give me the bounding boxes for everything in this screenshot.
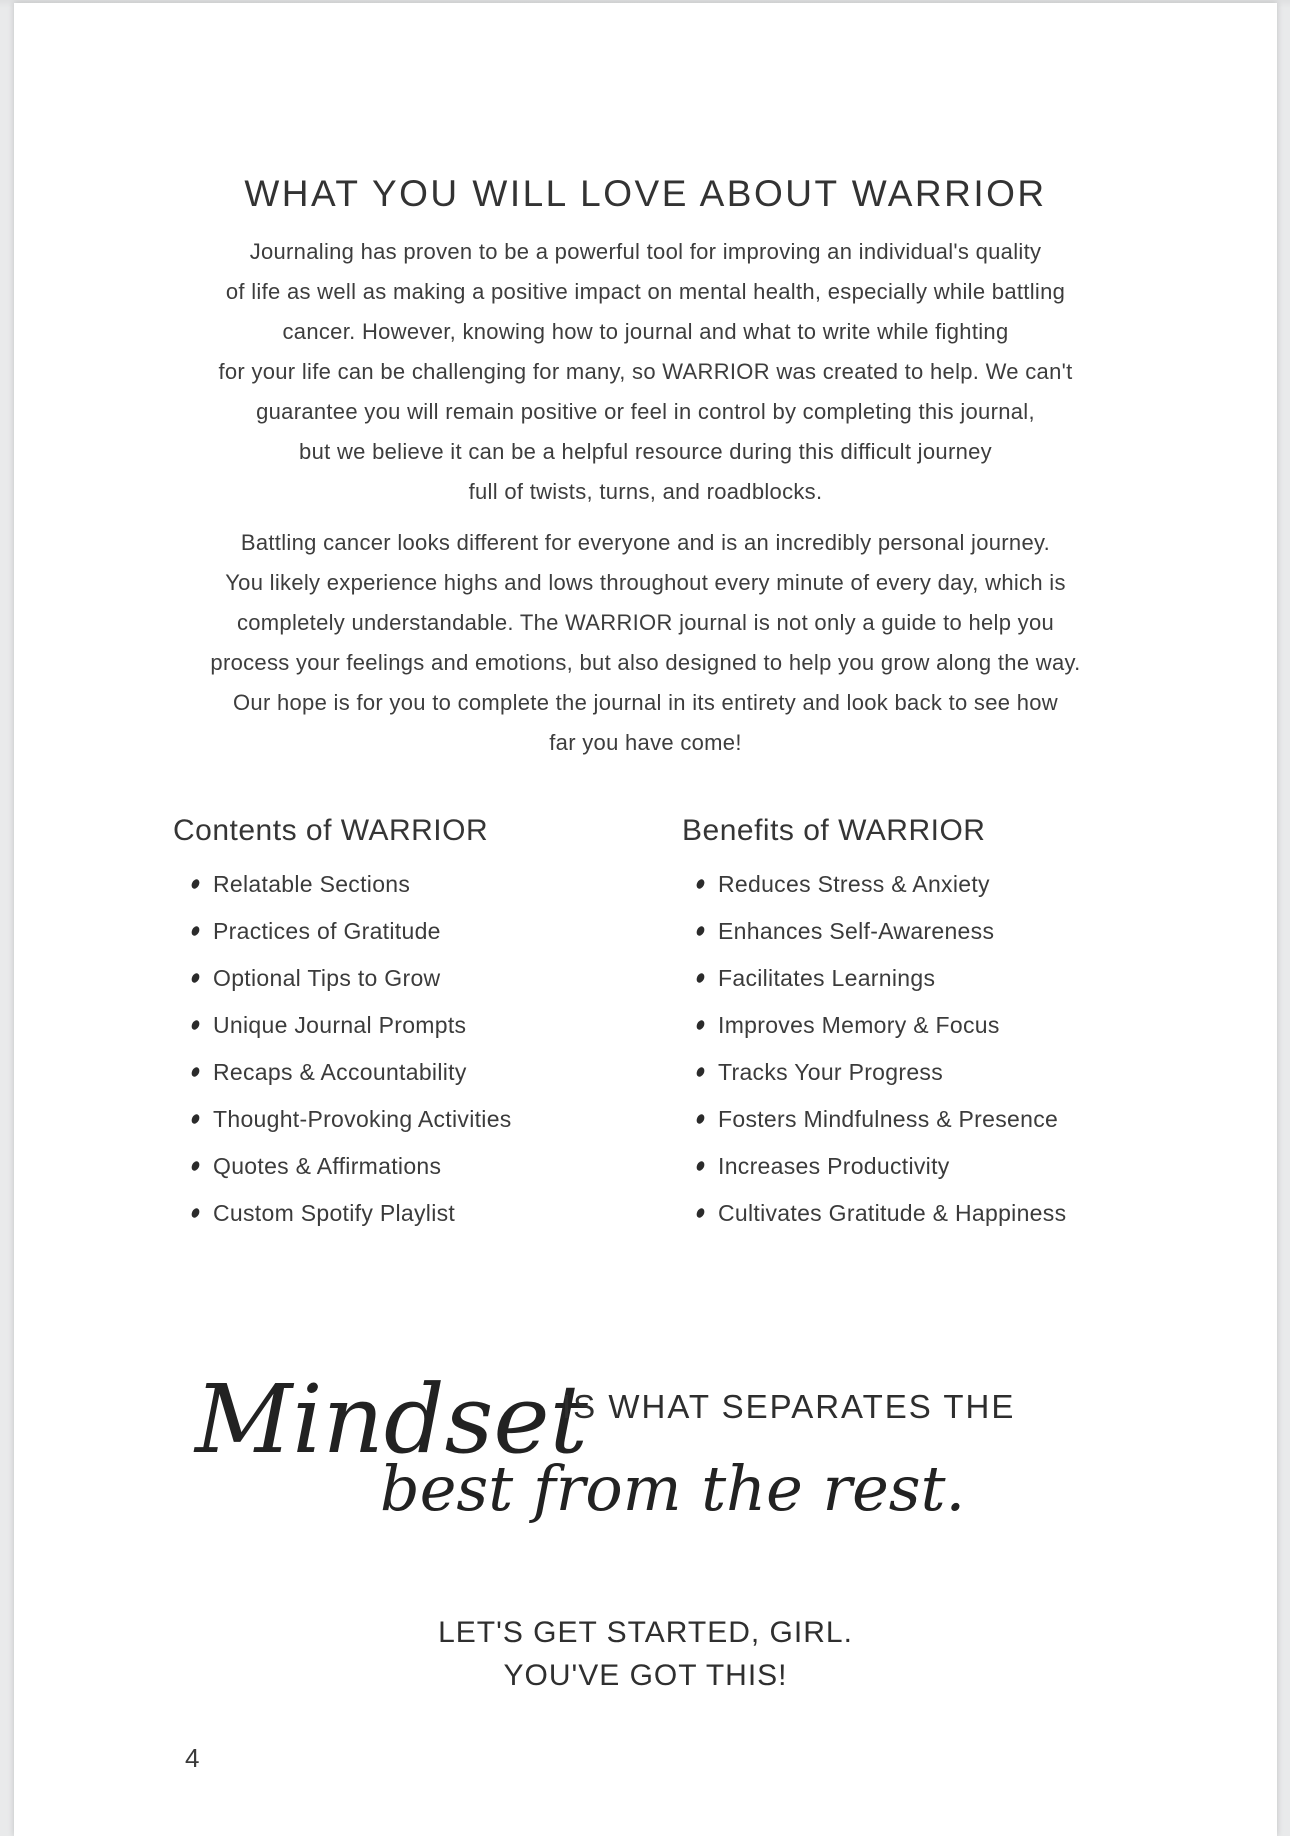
intro-line: cancer. However, knowing how to journal and what to write while fighting: [282, 319, 1009, 344]
bullet-icon: [190, 1206, 201, 1218]
item-label: Cultivates Gratitude & Happiness: [718, 1200, 1067, 1226]
cta-line-2: YOU'VE GOT THIS!: [503, 1659, 788, 1692]
list-item: [682, 1049, 1066, 1096]
list-item: [682, 1096, 1066, 1143]
list-item: [173, 955, 512, 1002]
list-item: [682, 955, 1066, 1002]
bullet-icon: [190, 1018, 201, 1030]
benefits-list: [682, 861, 1066, 1237]
page-number: 4: [185, 1743, 200, 1773]
item-label: Fosters Mindfulness & Presence: [718, 1106, 1059, 1132]
contents-heading: Contents of WARRIOR: [173, 814, 489, 847]
list-item: [682, 861, 1066, 908]
intro-line: Journaling has proven to be a powerful tool for improving an individual's quality: [249, 239, 1042, 264]
bullet-icon: [190, 971, 201, 983]
quote-script-rest: best from the rest.: [380, 1452, 966, 1525]
bullet-icon: [190, 924, 201, 936]
bullet-icon: [190, 1112, 201, 1124]
second-line: You likely experience highs and lows throughout every minute of every day, which is: [225, 570, 1066, 595]
item-label: Reduces Stress & Anxiety: [718, 871, 990, 897]
list-item: [682, 1143, 1066, 1190]
item-label: Enhances Self-Awareness: [718, 918, 995, 944]
bullet-icon: [190, 1065, 201, 1077]
item-label: Relatable Sections: [213, 871, 411, 897]
bullet-icon: [695, 877, 706, 889]
bullet-icon: [190, 1159, 201, 1171]
benefits-heading: Benefits of WARRIOR: [682, 814, 986, 847]
item-label: Custom Spotify Playlist: [213, 1200, 456, 1226]
page-title: WHAT YOU WILL LOVE ABOUT WARRIOR: [244, 172, 1047, 214]
item-label: Tracks Your Progress: [718, 1059, 944, 1085]
bullet-icon: [695, 1018, 706, 1030]
intro-line: guarantee you will remain positive or feel in control by completing this journal,: [256, 399, 1035, 424]
second-line: Battling cancer looks different for everyone and is an incredibly personal journey.: [240, 530, 1051, 555]
list-item: [682, 1002, 1066, 1049]
cta-line-1: LET'S GET STARTED, GIRL.: [438, 1616, 853, 1649]
intro-line: of life as well as making a positive impact on mental health, especially while battling: [225, 279, 1066, 304]
intro-paragraph: [14, 232, 1277, 512]
item-label: Recaps & Accountability: [213, 1059, 467, 1085]
intro-line: but we believe it can be a helpful resource during this difficult journey: [299, 439, 992, 464]
item-label: Practices of Gratitude: [213, 918, 441, 944]
second-line: completely understandable. The WARRIOR journal is not only a guide to help you: [236, 610, 1055, 635]
item-label: Improves Memory & Focus: [718, 1012, 1000, 1038]
bullet-icon: [695, 1112, 706, 1124]
contents-column: [173, 809, 512, 1237]
list-item: [173, 861, 512, 908]
intro-line: full of twists, turns, and roadblocks.: [468, 479, 823, 504]
item-label: Optional Tips to Grow: [213, 965, 441, 991]
bullet-icon: [695, 1065, 706, 1077]
item-label: Quotes & Affirmations: [213, 1153, 442, 1179]
bullet-icon: [695, 1159, 706, 1171]
list-item: [173, 1190, 512, 1237]
list-item: [682, 908, 1066, 955]
item-label: Thought-Provoking Activities: [213, 1106, 512, 1132]
item-label: Facilitates Learnings: [718, 965, 936, 991]
quote-script-mindset: Mindset: [195, 1365, 588, 1475]
list-item: [173, 908, 512, 955]
journal-page-sheet: [14, 3, 1277, 1836]
contents-list: [173, 861, 512, 1237]
second-line: Our hope is for you to complete the journal in its entirety and look back to see how: [233, 690, 1058, 715]
quote-caps-text: IS WHAT SEPARATES THE: [562, 1388, 1016, 1425]
intro-line: for your life can be challenging for many, so WARRIOR was created to help. We can't: [218, 359, 1073, 384]
bullet-icon: [695, 1206, 706, 1218]
bullet-icon: [190, 877, 201, 889]
list-item: [173, 1002, 512, 1049]
bullet-icon: [695, 971, 706, 983]
second-paragraph: [14, 523, 1277, 763]
bullet-icon: [695, 924, 706, 936]
second-line: far you have come!: [549, 730, 742, 755]
second-line: process your feelings and emotions, but also designed to help you grow along the way.: [210, 650, 1081, 675]
list-item: [173, 1049, 512, 1096]
item-label: Increases Productivity: [718, 1153, 950, 1179]
benefits-column: [682, 809, 1066, 1237]
list-item: [682, 1190, 1066, 1237]
list-item: [173, 1096, 512, 1143]
cta-block: [14, 1611, 1277, 1697]
item-label: Unique Journal Prompts: [213, 1012, 467, 1038]
list-item: [173, 1143, 512, 1190]
